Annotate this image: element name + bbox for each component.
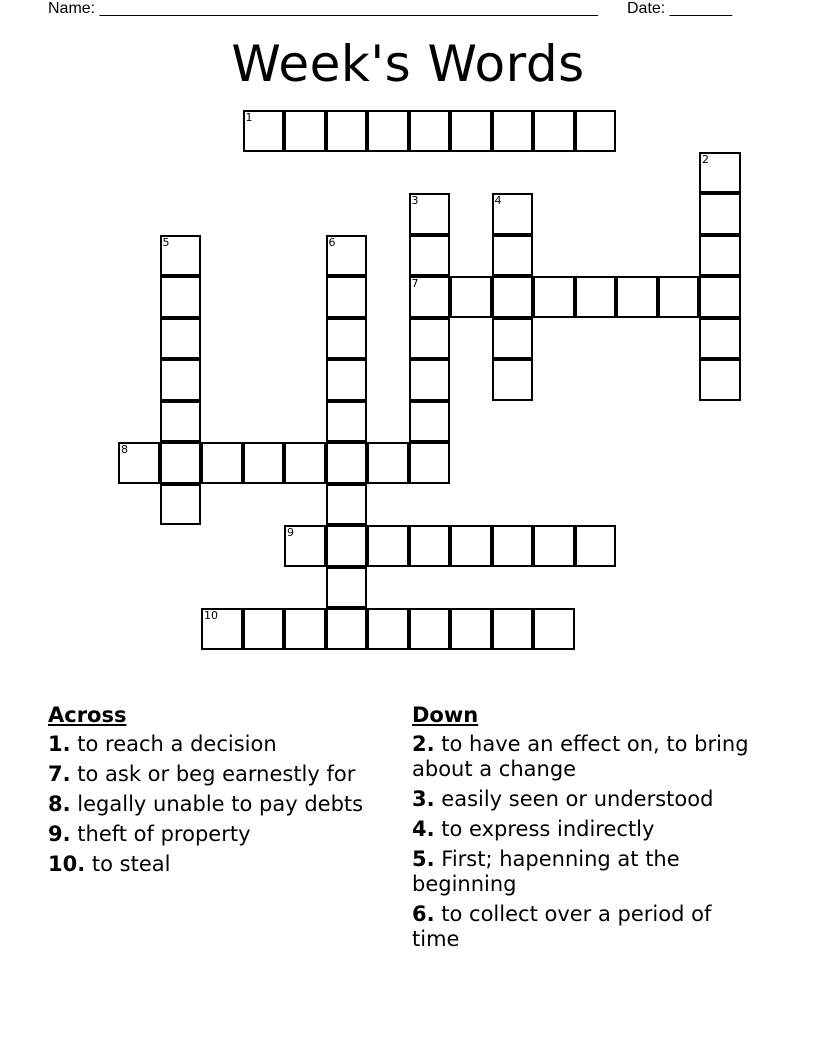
- grid-cell[interactable]: [160, 318, 202, 360]
- grid-cell[interactable]: [492, 193, 534, 235]
- grid-cell[interactable]: [201, 608, 243, 650]
- down-clue-5: [412, 847, 752, 897]
- name-field-label: Name: ________________________________________________________: [48, 0, 598, 17]
- grid-cell[interactable]: [326, 567, 368, 609]
- grid-cell[interactable]: [409, 442, 451, 484]
- across-heading: Across: [48, 703, 127, 727]
- grid-cell[interactable]: [409, 318, 451, 360]
- across-clue-8: [48, 792, 368, 817]
- grid-cell[interactable]: [160, 484, 202, 526]
- grid-cell[interactable]: [450, 608, 492, 650]
- clue-text: to steal: [91, 852, 171, 876]
- grid-cell[interactable]: [699, 152, 741, 194]
- across-clues: [48, 703, 368, 882]
- grid-cell[interactable]: [492, 359, 534, 401]
- grid-cell[interactable]: [450, 276, 492, 318]
- clue-number: 2.: [412, 732, 435, 756]
- grid-cell[interactable]: [367, 525, 409, 567]
- clue-text: to ask or beg earnestly for: [77, 762, 356, 786]
- clue-text: theft of property: [77, 822, 251, 846]
- grid-cell[interactable]: [699, 318, 741, 360]
- grid-cell[interactable]: [575, 525, 617, 567]
- grid-cell[interactable]: [616, 276, 658, 318]
- grid-cell[interactable]: [533, 110, 575, 152]
- clue-number: 10.: [48, 852, 86, 876]
- clue-number-label: 6: [328, 235, 336, 249]
- date-field-label: Date: _______: [627, 0, 732, 17]
- clue-number-label: 5: [162, 235, 170, 249]
- grid-cell[interactable]: [409, 276, 451, 318]
- grid-cell[interactable]: [326, 525, 368, 567]
- down-clues: [412, 703, 752, 957]
- grid-cell[interactable]: [284, 442, 326, 484]
- grid-cell[interactable]: [450, 525, 492, 567]
- clue-number-label: 1: [245, 111, 253, 124]
- across-clue-9: [48, 822, 368, 847]
- down-heading: Down: [412, 703, 479, 727]
- clue-text: easily seen or understood: [441, 787, 714, 811]
- grid-cell[interactable]: [367, 110, 409, 152]
- grid-cell[interactable]: [409, 193, 451, 235]
- grid-cell[interactable]: [284, 525, 326, 567]
- clue-text: legally unable to pay debts: [77, 792, 364, 816]
- grid-cell[interactable]: [575, 276, 617, 318]
- grid-cell[interactable]: [533, 276, 575, 318]
- grid-cell[interactable]: [492, 235, 534, 277]
- grid-cell[interactable]: [409, 608, 451, 650]
- grid-cell[interactable]: [326, 608, 368, 650]
- grid-cell[interactable]: [160, 442, 202, 484]
- clue-number: 9.: [48, 822, 71, 846]
- grid-cell[interactable]: [326, 442, 368, 484]
- down-clue-6: [412, 902, 752, 952]
- grid-cell[interactable]: [326, 318, 368, 360]
- across-clue-1: [48, 732, 368, 757]
- grid-cell[interactable]: [284, 110, 326, 152]
- clue-text: to reach a decision: [77, 732, 277, 756]
- grid-cell[interactable]: [409, 359, 451, 401]
- clue-number-label: 3: [411, 194, 419, 207]
- clue-text: to have an effect on, to bring about a change: [412, 732, 749, 781]
- clue-number-label: 7: [411, 277, 419, 290]
- grid-cell[interactable]: [326, 276, 368, 318]
- grid-cell[interactable]: [409, 401, 451, 443]
- grid-cell[interactable]: [409, 525, 451, 567]
- grid-cell[interactable]: [699, 359, 741, 401]
- grid-cell[interactable]: [492, 318, 534, 360]
- grid-cell[interactable]: [409, 235, 451, 277]
- grid-cell[interactable]: [326, 401, 368, 443]
- down-clue-2: [412, 732, 752, 782]
- grid-cell[interactable]: [492, 276, 534, 318]
- grid-cell[interactable]: [367, 442, 409, 484]
- grid-cell[interactable]: [326, 484, 368, 526]
- grid-cell[interactable]: [492, 525, 534, 567]
- grid-cell[interactable]: [118, 442, 160, 484]
- grid-cell[interactable]: [533, 608, 575, 650]
- clue-number-label: 4: [494, 194, 502, 207]
- grid-cell[interactable]: [699, 193, 741, 235]
- clue-number: 3.: [412, 787, 435, 811]
- grid-cell[interactable]: [450, 110, 492, 152]
- across-clue-10: [48, 852, 368, 877]
- clue-number-label: 2: [702, 152, 709, 166]
- grid-cell[interactable]: [699, 235, 741, 277]
- clue-number-label: 10: [204, 609, 218, 622]
- grid-cell[interactable]: [160, 235, 202, 277]
- clue-number: 1.: [48, 732, 71, 756]
- grid-cell[interactable]: [326, 235, 368, 277]
- grid-cell[interactable]: [658, 276, 700, 318]
- grid-cell[interactable]: [326, 110, 368, 152]
- grid-cell[interactable]: [160, 276, 202, 318]
- grid-cell[interactable]: [409, 110, 451, 152]
- clue-number-label: 9: [287, 526, 294, 539]
- clue-text: to collect over a period of time: [412, 902, 712, 951]
- clue-number: 7.: [48, 762, 71, 786]
- grid-cell[interactable]: [160, 401, 202, 443]
- down-clue-4: [412, 817, 752, 842]
- grid-cell[interactable]: [492, 110, 534, 152]
- clue-number: 5.: [412, 847, 435, 871]
- across-clue-7: [48, 762, 368, 787]
- clue-number-label: 8: [121, 443, 128, 456]
- clue-number: 6.: [412, 902, 435, 926]
- clue-text: First; hapenning at the beginning: [412, 847, 680, 896]
- grid-cell[interactable]: [243, 110, 285, 152]
- grid-cell[interactable]: [699, 276, 741, 318]
- grid-cell[interactable]: [201, 442, 243, 484]
- grid-cell[interactable]: [326, 359, 368, 401]
- grid-cell[interactable]: [243, 608, 285, 650]
- grid-cell[interactable]: [243, 442, 285, 484]
- clue-text: to express indirectly: [441, 817, 655, 841]
- down-clue-3: [412, 787, 752, 812]
- grid-cell[interactable]: [284, 608, 326, 650]
- grid-cell[interactable]: [160, 359, 202, 401]
- grid-cell[interactable]: [492, 608, 534, 650]
- clue-number: 4.: [412, 817, 435, 841]
- grid-cell[interactable]: [533, 525, 575, 567]
- grid-cell[interactable]: [367, 608, 409, 650]
- clue-number: 8.: [48, 792, 71, 816]
- page-title: Week's Words: [231, 35, 585, 93]
- grid-cell[interactable]: [575, 110, 617, 152]
